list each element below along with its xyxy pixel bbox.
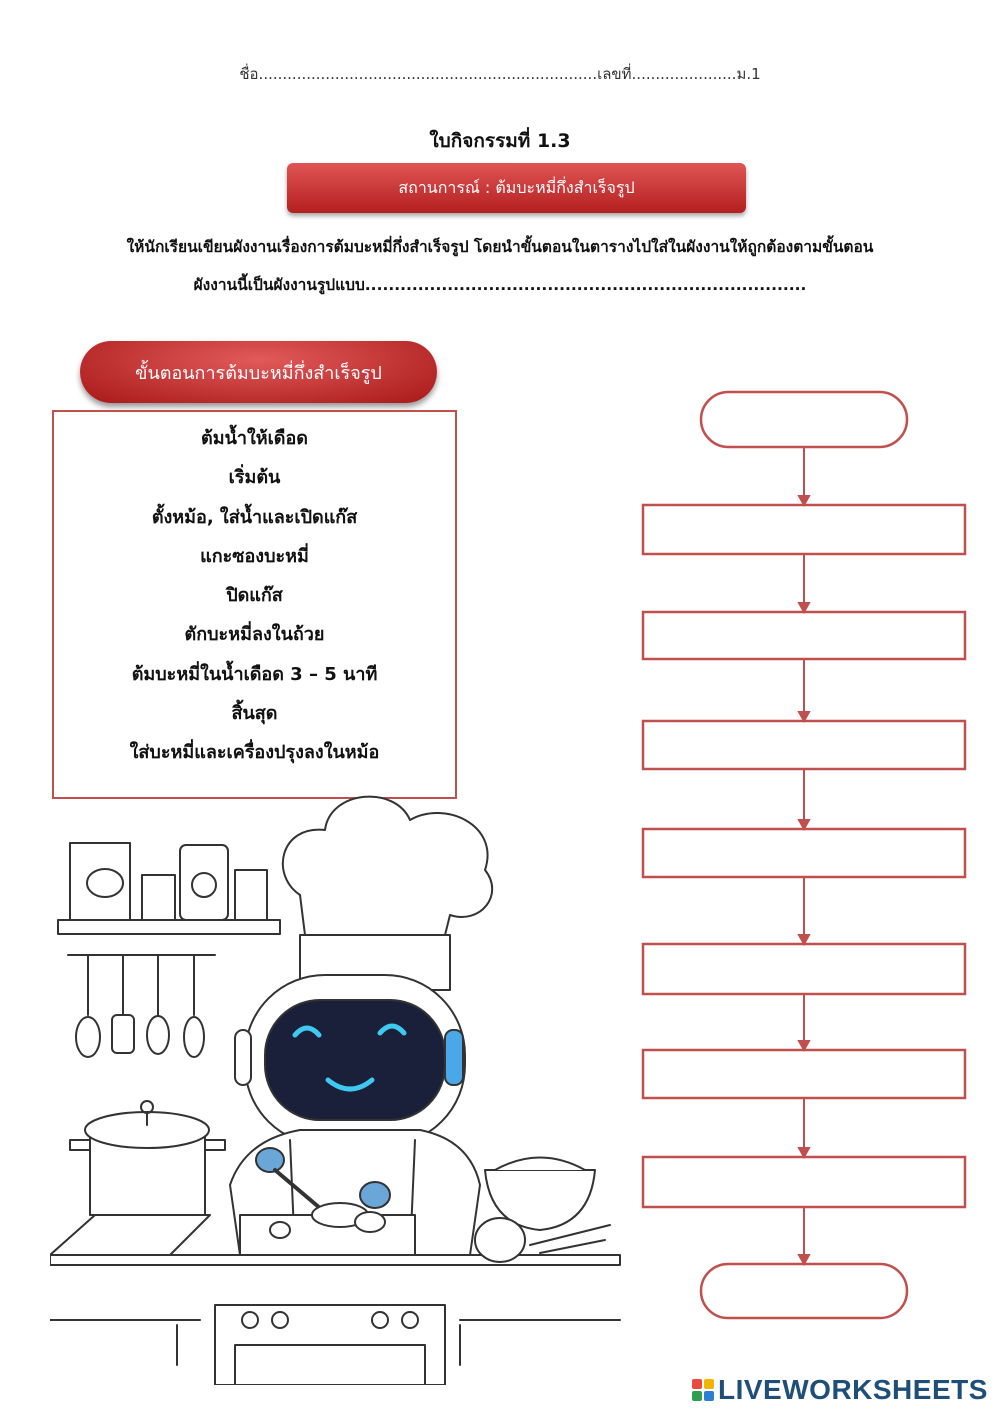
flowchart-step-box-6[interactable]: [643, 1050, 965, 1098]
flowchart: [630, 380, 975, 1325]
flowchart-step-box-4[interactable]: [643, 829, 965, 877]
robot-chef-illustration: [50, 785, 630, 1385]
steps-panel-title: ขั้นตอนการต้มบะหมี่กึ่งสำเร็จรูป: [80, 341, 437, 403]
step-item[interactable]: ตักบะหมี่ลงในถ้วย: [184, 624, 325, 646]
step-item[interactable]: ตั้งหม้อ, ใส่น้ำและเปิดแก๊ส: [151, 506, 358, 528]
step-item[interactable]: ต้มบะหมี่ในน้ำเดือด 3 – 5 นาที: [131, 663, 378, 685]
instruction-text: ให้นักเรียนเขียนผังงานเรื่องการต้มบะหมี่กึ่งสำเร็จรูป โดยนำขั้นตอนในตารางไปใส่ในผังงานให้ถูกต้องตามขั้นตอน: [126, 238, 874, 256]
step-item[interactable]: แกะซองบะหมี่: [200, 545, 309, 567]
step-item[interactable]: เริ่มต้น: [228, 467, 281, 489]
step-item[interactable]: ปิดแก๊ส: [226, 585, 283, 607]
counter-icon: [50, 1255, 620, 1265]
liveworksheets-logo-icon: [692, 1379, 714, 1401]
flowchart-step-box-7[interactable]: [643, 1157, 965, 1207]
flowchart-type-question: ผังงานนี้เป็นผังงานรูปแบบ...........................................................................: [193, 276, 807, 294]
utensils-icon: [68, 955, 215, 1057]
liveworksheets-logo: [692, 1374, 988, 1406]
liveworksheets-logo-text: LIVEWORKSHEETS: [718, 1374, 988, 1405]
name-number-line: ชื่อ.......................................................................เลขที่......................ม.1: [239, 65, 761, 83]
steps-box: [52, 410, 457, 799]
flowchart-start-terminal[interactable]: [701, 392, 907, 447]
spice-shelf-icon: [58, 843, 280, 934]
flowchart-step-box-5[interactable]: [643, 944, 965, 994]
steps-list: [54, 412, 455, 778]
pot-icon: [50, 1101, 225, 1255]
chef-hat-icon: [283, 797, 492, 990]
flowchart-step-box-2[interactable]: [643, 612, 965, 659]
bowl-icon: [475, 1158, 610, 1263]
flowchart-end-terminal[interactable]: [701, 1264, 907, 1318]
step-item[interactable]: สิ้นสุด: [231, 703, 278, 725]
step-item[interactable]: ต้มน้ำให้เดือด: [201, 428, 308, 449]
worksheet-title: ใบกิจกรรมที่ 1.3: [429, 130, 571, 152]
flowchart-step-box-1[interactable]: [643, 505, 965, 554]
step-item[interactable]: ใส่บะหมี่และเครื่องปรุงลงในหม้อ: [129, 742, 380, 764]
flowchart-step-box-3[interactable]: [643, 721, 965, 769]
scenario-banner: สถานการณ์ : ต้มบะหมี่กึ่งสำเร็จรูป: [287, 163, 746, 213]
robot-head-icon: [235, 975, 465, 1145]
